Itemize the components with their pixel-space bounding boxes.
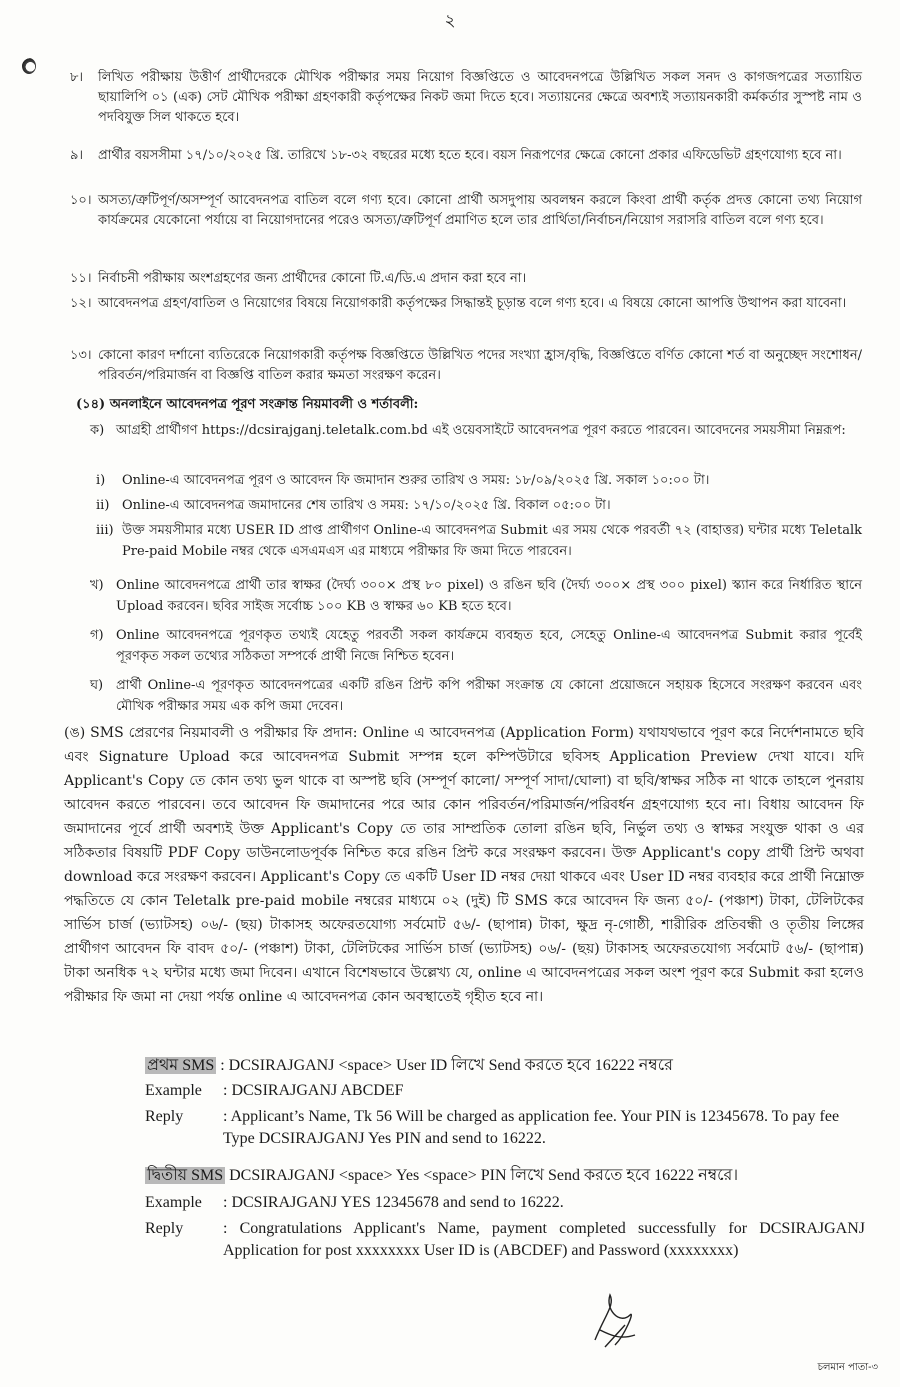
example-label: Example (145, 1194, 202, 1211)
clause-text: অসত্য/ত্রুটিপূর্ণ/অসম্পূর্ণ আবেদনপত্র বাতিল বলে গণ্য হবে। কোনো প্রার্থী অসদুপায় অবলম্বন করলে কিংবা প্রার্থী কর্তৃক প্রদত্ত কোনো তথ্য নিয়োগ কার্যক্রমের যেকোনো পর্যায়ে বা নিয়োগদানের পরেও অসত্য/ত্রুটিপূর্ণ প্রমাণিত হলে তার প্রার্থিতা/নির্বাচন/নিয়োগ সরাসরি বাতিল বলে গণ্য হবে। (98, 193, 862, 228)
sms2-instruction (145, 1165, 865, 1187)
clause-text: আবেদনপত্র গ্রহণ/বাতিল ও নিয়োগের বিষয়ে নিয়োগকারী কর্তৃপক্ষের সিদ্ধান্তই চূড়ান্ত বলে গণ্য হবে। এ বিষয়ে কোনো আপত্তি উত্থাপন করা যাবেনা। (98, 296, 847, 311)
sms1-tag: প্রথম SMS (147, 1057, 215, 1074)
subclause-text: আগ্রহী প্রার্থীগণ https://dcsirajganj.teletalk.com.bd এই ওয়েবসাইটে আবেদনপত্র পূরণ করতে পারবেন। আবেদনের সময়সীমা নিম্নরূপ: (116, 423, 846, 438)
clause-number: ১১। (70, 271, 92, 286)
subclause-number: খ) (90, 578, 104, 593)
signature-mark (585, 1285, 645, 1355)
example-value: : DCSIRAJGANJ ABCDEF (223, 1082, 404, 1099)
subclause-number: গ) (90, 628, 104, 643)
section-14-heading: (১৪) অনলাইনে আবেদনপত্র পূরণ সংক্রান্ত নিয়মাবলী ও শর্তাবলী: (76, 397, 419, 412)
period-text: Online-এ আবেদনপত্র পূরণ ও আবেদন ফি জমাদান শুরুর তারিখ ও সময়: ১৮/০৯/২০২৫ খ্রি. সকাল ১০:০০ টা। (122, 473, 710, 488)
clause-number: ৮। (70, 70, 84, 85)
sms1-instruction (145, 1055, 865, 1077)
continuation-note: চলমান পাতা-৩ (817, 1362, 878, 1373)
subclause-number: ঘ) (90, 678, 104, 693)
clause-text: লিখিত পরীক্ষায় উত্তীর্ণ প্রার্থীদেরকে মৌখিক পরীক্ষার সময় নিয়োগ বিজ্ঞপ্তিতে ও আবেদনপত্রে উল্লিখিত সকল সনদ ও কাগজপত্রের সত্যায়িত ছায়ালিপি ০১ (এক) সেট মৌখিক পরীক্ষা গ্রহণকারী কর্তৃপক্ষের নিকট জমা দিতে হবে। সত্যায়নের ক্ষেত্রে অবশ্যই সত্যায়নকারী কর্মকর্তার সুস্পষ্ট নাম ও পদবিযুক্ত সিল থাকতে হবে। (98, 70, 862, 125)
clause-number: ১২। (70, 296, 92, 311)
clause-number: ৯। (70, 148, 84, 163)
clause-text: প্রার্থীর বয়সসীমা ১৭/১০/২০২৫ খ্রি. তারিখে ১৮-৩২ বছরের মধ্যে হতে হবে। বয়স নিরূপণের ক্ষেত্রে কোনো প্রকার এফিডেভিট গ্রহণযোগ্য হবে না। (98, 148, 842, 163)
sms2-instruction-text: DCSIRAJGANJ <space> Yes <space> PIN লিখে Send করতে হবে 16222 নম্বরে। (229, 1167, 739, 1184)
clause-text: নির্বাচনী পরীক্ষায় অংশগ্রহণের জন্য প্রার্থীদের কোনো টি.এ/ডি.এ প্রদান করা হবে না। (98, 271, 527, 286)
reply-value: : Congratulations Applicant's Name, payment completed successfully for DCSIRAJGANJ Application for post xxxxxxxx User ID is (ABCDEF) and Password (xxxxxxxx) (223, 1220, 865, 1259)
example-label: Example (145, 1082, 202, 1099)
subclause-text: প্রার্থী Online-এ পূরণকৃত আবেদনপত্রের একটি রঙিন প্রিন্ট কপি পরীক্ষা সংক্রান্ত যে কোনো প্রয়োজনে সহায়ক হিসেবে সংরক্ষণ করবেন এবং মৌখিক পরীক্ষার সময় এক কপি জমা দেবেন। (116, 678, 862, 714)
period-number: iii) (96, 523, 114, 538)
clause-text: কোনো কারণ দর্শানো ব্যতিরেকে নিয়োগকারী কর্তৃপক্ষ বিজ্ঞপ্তিতে উল্লিখিত পদের সংখ্যা হ্রাস/বৃদ্ধি, বিজ্ঞপ্তিতে বর্ণিত কোনো শর্ত বা অনুচ্ছেদ সংশোধন/পরিবর্তন/পরিমার্জন বা বিজ্ঞপ্তি বাতিল করার ক্ষমতা সংরক্ষণ করেন। (98, 348, 862, 383)
subclause-text: Online আবেদনপত্রে পূরণকৃত তথ্যই যেহেতু পরবর্তী সকল কার্যক্রমে ব্যবহৃত হবে, সেহেতু Online-এ আবেদনপত্র Submit করার পূর্বেই পূরণকৃত সকল তথ্যের সঠিকতা সম্পর্কে প্রার্থী নিজে নিশ্চিত হবেন। (116, 628, 862, 664)
period-number: ii) (96, 498, 110, 513)
sms1-instruction-text: : DCSIRAJGANJ <space> User ID লিখে Send করতে হবে 16222 নম্বরে (220, 1057, 673, 1074)
subclause-text: Online আবেদনপত্রে প্রার্থী তার স্বাক্ষর (দৈর্ঘ্য ৩০০× প্রস্থ ৮০ pixel) ও রঙিন ছবি (দৈর্ঘ্য ৩০০× প্রস্থ ৩০০ pixel) স্ক্যান করে নির্ধারিত স্থানে Upload করবেন। ছবির সাইজ সর্বোচ্চ ১০০ KB ও স্বাক্ষর ৬০ KB হতে হবে। (116, 578, 862, 614)
clause-number: ১০। (70, 193, 92, 208)
example-value: : DCSIRAJGANJ YES 12345678 and send to 16222. (223, 1194, 564, 1211)
period-number: i) (96, 473, 106, 488)
reply-value: : Applicant’s Name, Tk 56 Will be charged as application fee. Your PIN is 12345678. To pay fee Type DCSIRAJGANJ Yes PIN and send to 16222. (223, 1108, 840, 1147)
period-text: উক্ত সময়সীমার মধ্যে USER ID প্রাপ্ত প্রার্থীগণ Online-এ আবেদনপত্র Submit এর সময় থেকে পরবর্তী ৭২ (বাহাত্তর) ঘন্টার মধ্যে Teletalk Pre-paid Mobile নম্বর থেকে এসএমএস এর মাধ্যমে পরীক্ষার ফি জমা দিতে পারবেন। (122, 523, 862, 559)
sms2-tag: দ্বিতীয় SMS (147, 1167, 224, 1184)
reply-label: Reply (145, 1220, 184, 1237)
clause-number: ১৩। (70, 348, 92, 363)
period-text: Online-এ আবেদনপত্র জমাদানের শেষ তারিখ ও সময়: ১৭/১০/২০২৫ খ্রি. বিকাল ০৫:০০ টা। (122, 498, 611, 513)
reply-label: Reply (145, 1108, 184, 1125)
sms-rules-paragraph: (ঙ) SMS প্রেরণের নিয়মাবলী ও পরীক্ষার ফি প্রদান: Online এ আবেদনপত্র (Application Form) যথাযথভাবে পূরণ করে নির্দেশনামতে ছবি এবং Signature Upload করে আবেদনপত্র Submit সম্পন্ন হলে কম্পিউটারে ছবিসহ Application Preview দেখা যাবে। যদি Applicant's Copy তে কোন তথ্য ভুল থাকে বা অস্পষ্ট ছবি (সম্পূর্ণ কালো/ সম্পূর্ণ সাদা/ঘোলা) বা ছবি/স্বাক্ষর সঠিক না থাকে তাহলে পুনরায় আবেদন করতে পারবেন। তবে আবেদন ফি জমাদানের পরে আর কোন পরিবর্তন/পরিমার্জন/পরিবর্ধন গ্রহণযোগ্য হবে না। বিধায় আবেদন ফি জমাদানের পূর্বে প্রার্থী অবশ্যই উক্ত Applicant's Copy তে তার সাম্প্রতিক তোলা রঙিন ছবি, নির্ভুল তথ্য ও স্বাক্ষর সংযুক্ত থাকা ও এর সঠিকতার বিষয়টি PDF Copy ডাউনলোডপূর্বক নিশ্চিত করে রঙিন প্রিন্ট করে সংরক্ষণ করবেন। উক্ত Applicant's copy প্রার্থী প্রিন্ট অথবা download করে সংরক্ষণ করবেন। Applicant's Copy তে একটি User ID নম্বর দেয়া থাকবে এবং User ID নম্বর ব্যবহার করে প্রার্থী নিম্নোক্ত পদ্ধতিতে যে কোন Teletalk pre-paid mobile নম্বরের মাধ্যমে ০২ (দুই) টি SMS করে আবেদন ফি জন্য ৫০/- (পঞ্চাশ) টাকা, টেলিটকের সার্ভিস চার্জ (ভ্যাটসহ) ০৬/- (ছয়) টাকাসহ অফেরতযোগ্য সর্বমোট ৫৬/- (ছাপান্ন) টাকা, ক্ষুদ্র নৃ-গোষ্ঠী, শারীরিক প্রতিবন্ধী ও তৃতীয় লিঙ্গের প্রার্থীগণ আবেদন ফি বাবদ ৫০/- (পঞ্চাশ) টাকা, টেলিটকের সার্ভিস চার্জ (ভ্যাটসহ) ০৬/- (ছয়) টাকাসহ অফেরতযোগ্য সর্বমোট ৫৬/- (ছাপান্ন) টাকা অনধিক ৭২ ঘন্টার মধ্যে জমা দিবেন। এখানে বিশেষভাবে উল্লেখ্য যে, online এ আবেদনপত্রের সকল অংশ পূরণ করে Submit করা হলেও পরীক্ষার ফি জমা না দেয়া পর্যন্ত online এ আবেদনপত্র কোন অবস্থাতেই গৃহীত হবে না। (64, 725, 864, 1005)
subclause-number: ক) (90, 423, 105, 438)
ink-mark (22, 58, 36, 74)
page-number: ২ (444, 11, 456, 31)
